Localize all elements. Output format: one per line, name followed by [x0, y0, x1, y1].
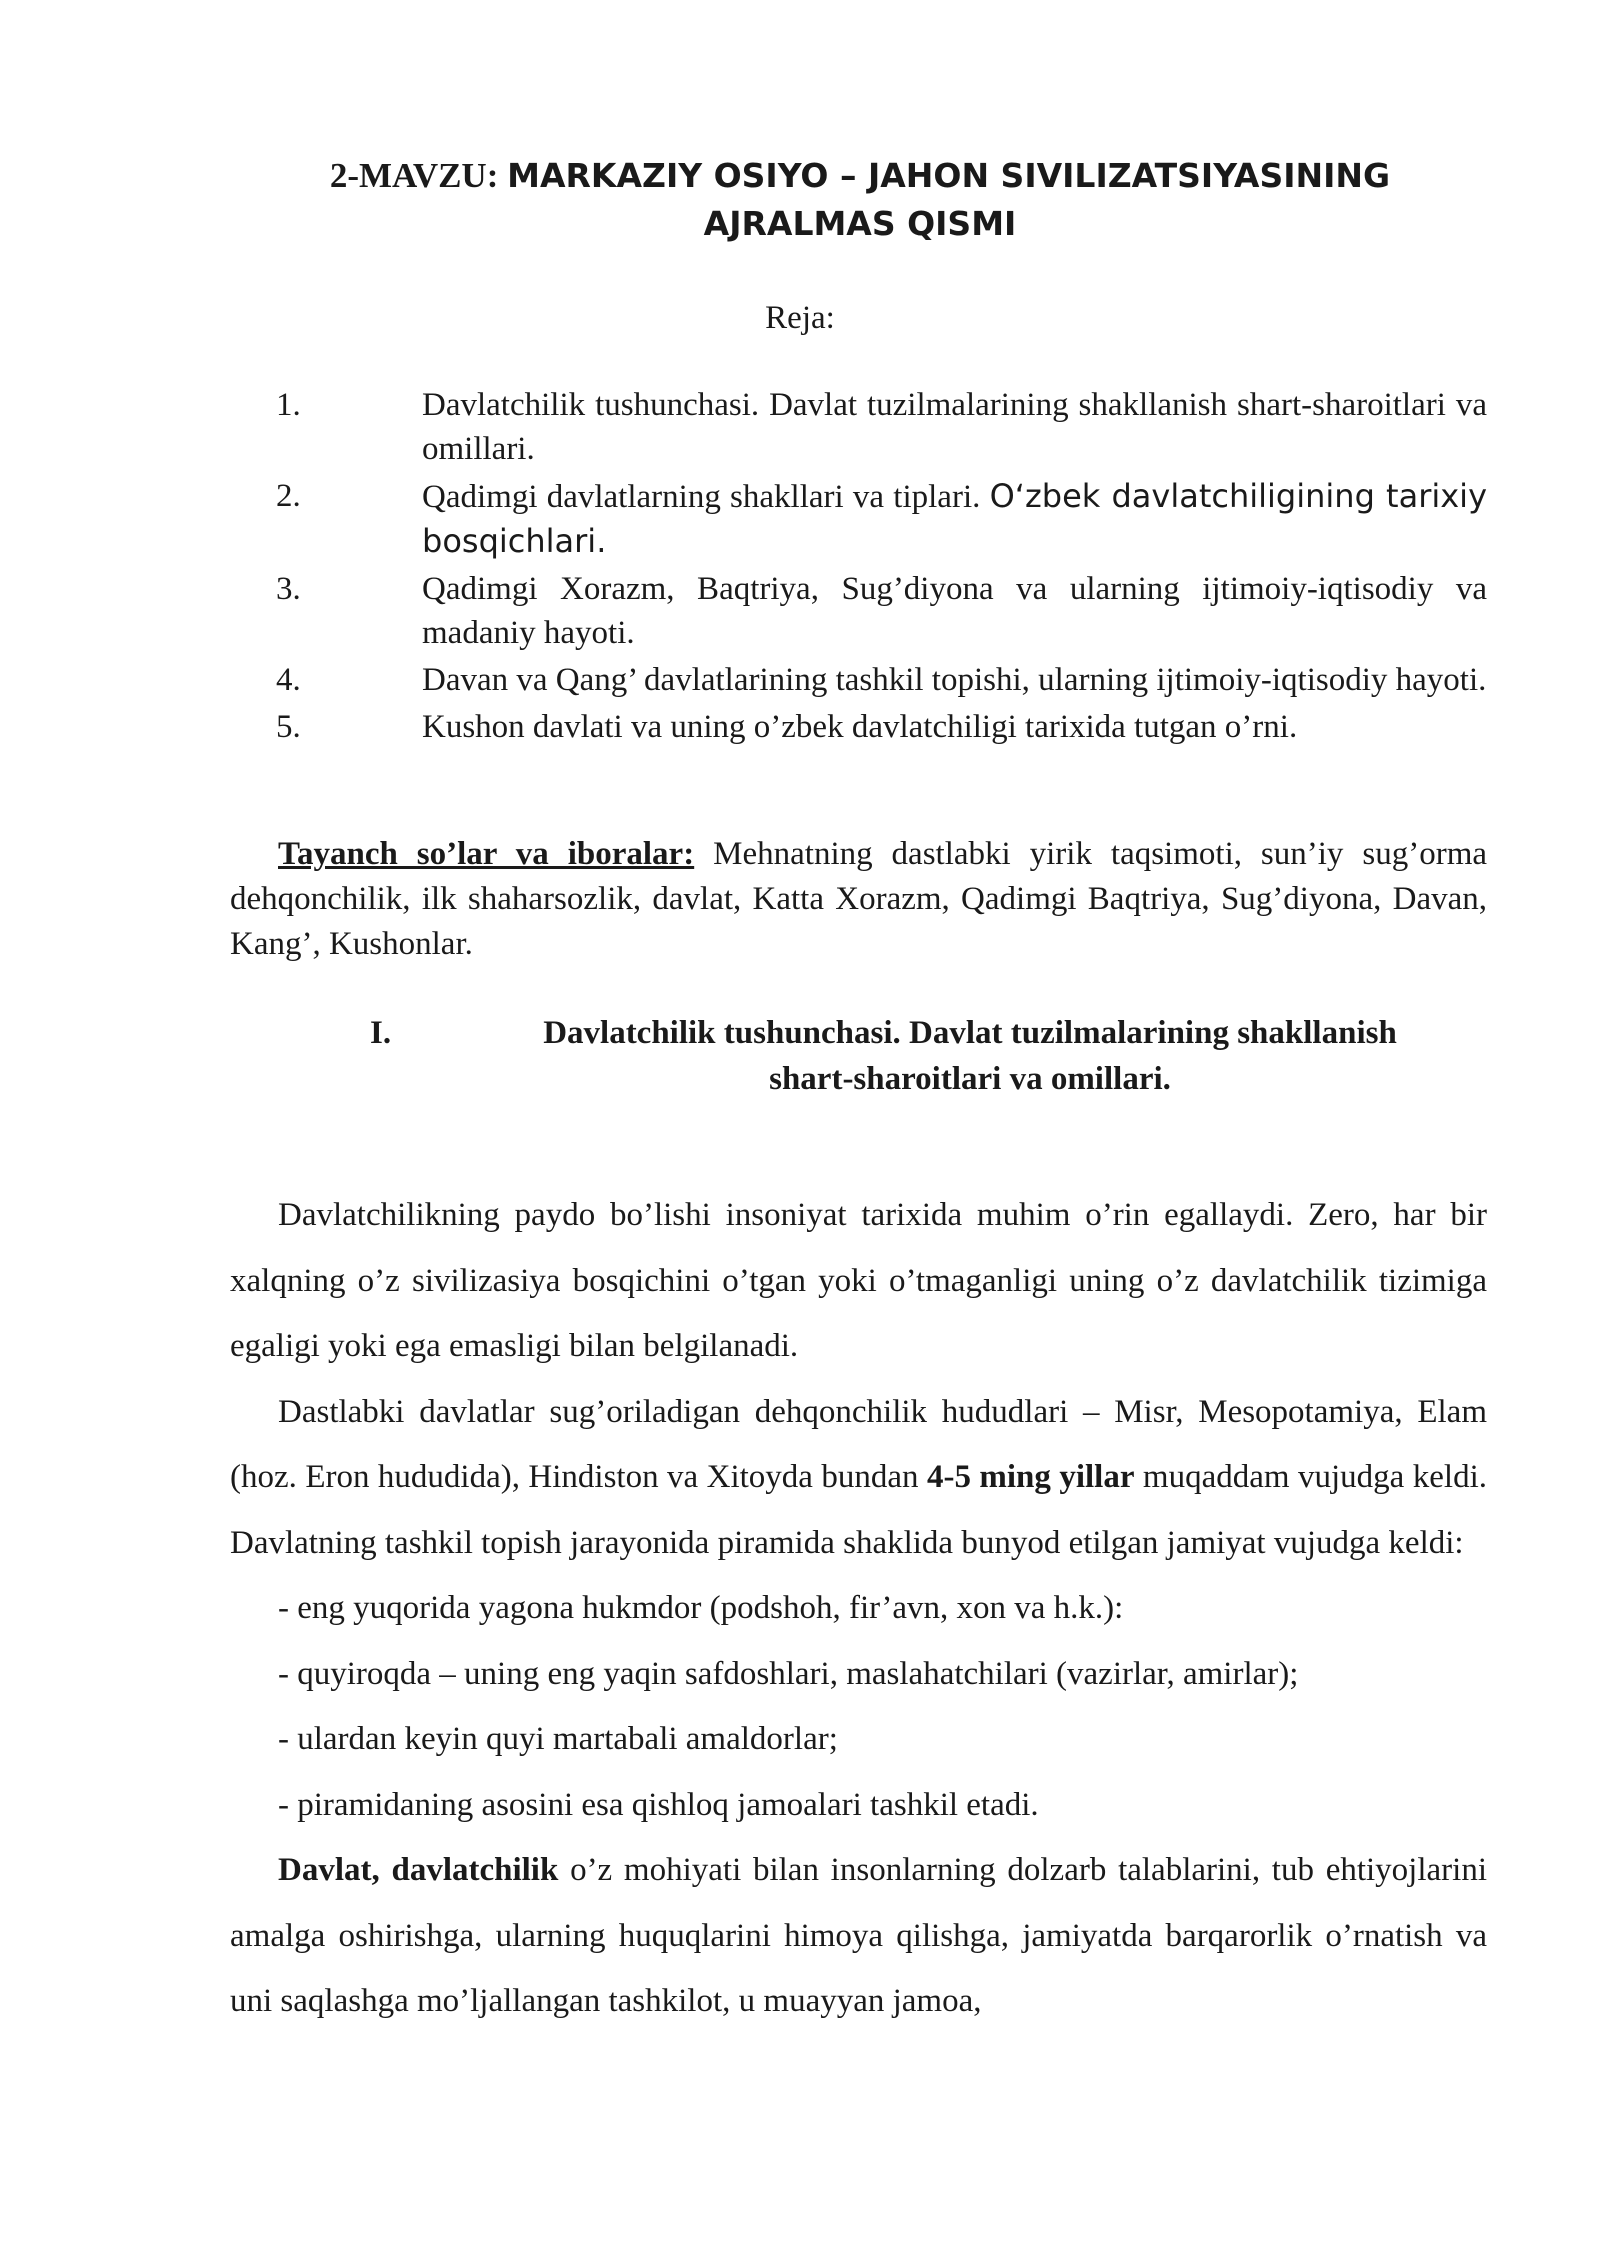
plan-item-text: Kushon davlati va uning o’zbek davlatchiligi tarixida tutgan o’rni. — [422, 709, 1298, 745]
list-item: - eng yuqorida yagona hukmdor (podshoh, fir’avn, xon va h.k.): — [278, 1590, 1124, 1626]
section-number: I. — [370, 1015, 392, 1051]
section-title-line2: shart-sharoitlari va omillari. — [769, 1061, 1171, 1097]
emphasis-text: Davlat, davlatchilik — [278, 1852, 559, 1888]
topic-title-line2: AJRALMAS QISMI — [703, 204, 1017, 243]
plan-item-number: 2. — [276, 478, 301, 514]
topic-number: 2-MAVZU: — [329, 156, 499, 195]
list-item: - ulardan keyin quyi martabali amaldorlar; — [278, 1721, 838, 1757]
keywords-label: Tayanch so’lar va iboralar: — [278, 836, 695, 872]
plan-item — [0, 567, 1600, 655]
keywords-text: Mehnatning dastlabki yirik taqsimoti, sun’iy sug’orma dehqonchilik, ilk shaharsozlik, davlat, Katta Xorazm, Qadimgi Baqtriya, Sug’diyona, Davan, Kang’, Kushonlar. — [230, 836, 1488, 962]
plan-item-text-sans: O‘zbek davlatchiligining tarixiy bosqichlari. — [422, 477, 1487, 560]
plan-item-number: 4. — [276, 662, 301, 698]
emphasis-text: 4-5 ming yillar — [926, 1459, 1135, 1495]
topic-title-line1: MARKAZIY OSIYO – JAHON SIVILIZATSIYASINING — [507, 156, 1391, 195]
paragraph-text: o’z mohiyati bilan insonlarning dolzarb talablarini, tub ehtiyojlarini amalga oshirishga, ularning huquqlarini himoya qilishga, jamiyatda barqarorlik o’rnatish va uni saqlashga mo’ljallangan tashkilot, u muayyan jamoa, — [230, 1852, 1487, 2019]
list-item: - piramidaning asosini esa qishloq jamoalari tashkil etadi. — [278, 1786, 1039, 1823]
topic-title — [230, 152, 1490, 248]
paragraph: Davlatchilikning paydo bo’lishi insoniyat tarixida muhim o’rin egallaydi. Zero, har bir xalqning o’z sivilizasiya bosqichini o’tgan yoki o’tmaganligi uning o’z davlatchilik tizimiga egaligi yoki ega emasligi bilan belgilanadi. — [230, 1197, 1487, 1364]
plan-item-number: 3. — [276, 571, 301, 607]
section-title-line1: Davlatchilik tushunchasi. Davlat tuzilmalarining shakllanish — [543, 1015, 1397, 1051]
paragraph-text: muqaddam vujudga keldi. Davlatning tashkil topish jarayonida piramida shaklida bunyod etilgan jamiyat vujudga keldi: — [230, 1459, 1487, 1561]
plan-item-text — [422, 474, 1487, 564]
plan-item-text: Davan va Qang’ davlatlarining tashkil topishi, ularning ijtimoiy-iqtisodiy hayoti. — [422, 662, 1487, 698]
plan-item-text: Davlatchilik tushunchasi. Davlat tuzilmalarining shakllanish shart-sharoitlari va omillari. — [422, 387, 1487, 467]
paragraph — [230, 1380, 1487, 1577]
plan-item-text-main: Qadimgi davlatlarning shakllari va tiplari. — [422, 479, 981, 515]
plan-list — [0, 383, 1600, 749]
plan-item — [0, 383, 1600, 471]
keywords-paragraph — [230, 832, 1487, 967]
list-item: - quyiroqda – uning eng yaqin safdoshlari, maslahatchilari (vazirlar, amirlar); — [278, 1655, 1299, 1692]
body-text — [230, 1183, 1487, 2035]
plan-item-text: Qadimgi Xorazm, Baqtriya, Sug’diyona va ularning ijtimoiy-iqtisodiy va madaniy hayoti. — [422, 571, 1487, 651]
plan-item — [0, 474, 1600, 564]
plan-item — [0, 658, 1600, 702]
paragraph-text: Dastlabki davlatlar sug’oriladigan dehqonchilik hududlari – Misr, Mesopotamiya, Elam (hoz. Eron hududida), Hindiston va Xitoyda bundan — [230, 1393, 1487, 1495]
paragraph — [230, 1838, 1487, 2035]
plan-item — [0, 705, 1600, 749]
plan-item-number: 5. — [276, 709, 301, 745]
plan-heading: Reja: — [765, 300, 835, 336]
section-heading — [370, 1010, 1470, 1102]
plan-item-number: 1. — [276, 387, 301, 423]
